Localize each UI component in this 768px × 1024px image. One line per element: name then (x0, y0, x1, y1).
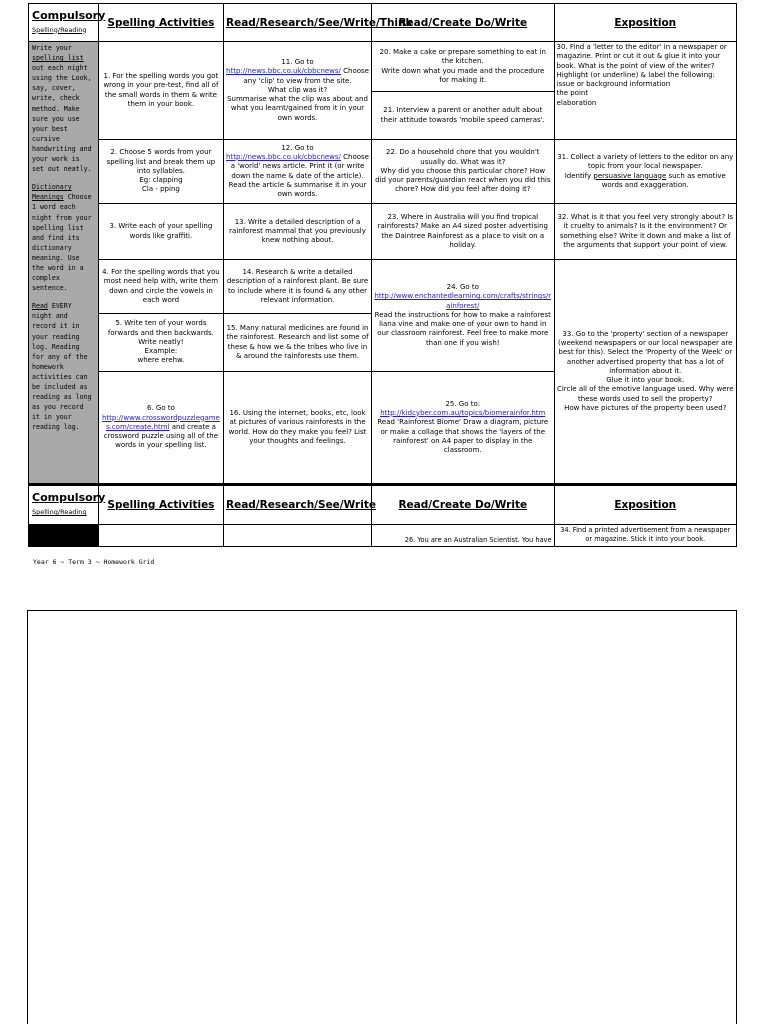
research-activity-16: 16. Using the internet, books, etc, look at pictures of various rainforests in the world. How do they make you feel? List your thoughts and feelings. (223, 372, 371, 485)
col-research-header-2: Read/Research/See/Write (223, 485, 371, 525)
col-research-header: Read/Research/See/Write/Think (223, 4, 371, 42)
col-compulsory-header-2: Compulsory Spelling/Reading (29, 485, 99, 525)
research-activity-15: 15. Many natural medicines are found in the rainforest. Research and list some of these & how we & the tribes who live in & around the rainforests use them. (223, 314, 371, 372)
create-activity-21: 21. Interview a parent or another adult about their attitude towards 'mobile speed cameras'. (380, 106, 545, 124)
research-activity-12: 12. Go to http://news.bbc.co.uk/cbbcnews/ Choose a 'world' news article. Print it (or write down the name & date of the article). Read the article & summarise it in your own words. (223, 140, 371, 204)
create-activity-20: 20. Make a cake or prepare something to eat in the kitchen. (379, 47, 546, 66)
compulsory-cell: Write your spelling list out each night using the Look, say, cover, write, check method. Make sure you use your best cursive handwriting and your work is set out neatly. Dictionary Meanings Choose 1 word each night from your spelling list and find its dictionary meaning. Use the word in a complex sentence. Read EVERY night and record it in your reading log. Reading for any of the homework activities can be included as reading as long as you record it in your reading log. (29, 42, 99, 485)
col-exposition-header: Exposition (554, 4, 736, 42)
homework-grid (28, 3, 737, 547)
spelling-activity-3: 3. Write each of your spelling words like graffiti. (98, 204, 223, 260)
exposition-activity-30: 30. Find a 'letter to the editor' in a newspaper or magazine. Print or cut it out & glue it into your book. What is the point of view of the writer? Highlight (or underline) & label the following: issue or background information the point elaboration (554, 42, 736, 140)
page-footer: Year 6 ~ Term 3 ~ Homework Grid (33, 558, 155, 566)
create-activity-24: 24. Go to http://www.enchantedlearning.com/crafts/strings/rainforest/ Read the instructions for how to make a rainforest liana vine and make one of your own to hand in our classroom rainforest. Feel free to make more than one if you wish! (372, 260, 554, 372)
create-activity-20-21: 20. Make a cake or prepare something to eat in the kitchen. Write down what you made and the procedure for making it. 21. Interview a parent or another adult about their attitude towards 'mobile speed cameras'. (372, 42, 554, 140)
col-exposition-header-2: Exposition (554, 485, 736, 525)
col-spelling-header: Spelling Activities (98, 4, 223, 42)
header-row-2 (29, 485, 737, 525)
col-compulsory-header: Compulsory Spelling/Reading (29, 4, 99, 42)
exposition-activity-34: 34. Find a printed advertisement from a newspaper or magazine. Stick it into your book. (554, 525, 736, 547)
create-activity-23: 23. Where in Australia will you find tropical rainforests? Make an A4 sized poster advertising the Daintree Rainforest as a place to visit on a holiday. (372, 204, 554, 260)
spelling-activity-1: 1. For the spelling words you got wrong in your pre-test, find all of the small words in them & write them in your book. (98, 42, 223, 140)
col-spelling-header-2: Spelling Activities (98, 485, 223, 525)
blank-page-area (27, 610, 737, 1024)
compulsory-cell-2 (29, 525, 99, 547)
spelling-activity-5: 5. Write ten of your words forwards and then backwards. Write neatly! Example: where erehw. (98, 314, 223, 372)
research-activity-13: 13. Write a detailed description of a rainforest mammal that you previously knew nothing about. (223, 204, 371, 260)
create-activity-22: 22. Do a household chore that you wouldn't usually do. What was it? Why did you choose this particular chore? How did your parents/guardian react when you did this chore? How did you feel after doing it? (372, 140, 554, 204)
col-create-header-2: Read/Create Do/Write (372, 485, 554, 525)
research-activity-11: 11. Go to http://news.bbc.co.uk/cbbcnews/ Choose any 'clip' to view from the site. What clip was it? Summarise what the clip was about and what you learnt/gained from it in your own words. (223, 42, 371, 140)
research-activity-14: 14. Research & write a detailed description of a rainforest plant. Be sure to include where it is found & any other relevant information. (223, 260, 371, 314)
exposition-activity-33: 33. Go to the 'property' section of a newspaper (weekend newspapers or our local newspaper are best for this). Select the 'Property of the Week' or another advertised property that has a lot of information about it. Glue it into your book. Circle all of the emotive language used. Why were these words used to sell the property? How have pictures of the property been used? (554, 260, 736, 485)
col-create-header: Read/Create Do/Write (372, 4, 554, 42)
spelling-activity-6: 6. Go to http://www.crosswordpuzzlegames.com/create.html and create a crossword puzzle using all of the words in your spelling list. (98, 372, 223, 485)
crossword-link[interactable]: http://www.crosswordpuzzlegames.com/create.html (101, 413, 220, 431)
create-activity-26: 26. You are an Australian Scientist. You have (372, 525, 554, 547)
exposition-activity-32: 32. What is it that you feel very strongly about? Is it cruelty to animals? Is it the environment? Or something else? Write it down and make a list of the arguments that support your point of view. (554, 204, 736, 260)
research-cell-2 (223, 525, 371, 547)
spelling-activity-4: 4. For the spelling words that you most need help with, write them down and circle the vowels in each word (98, 260, 223, 314)
header-row (29, 4, 737, 42)
spelling-activity-2: 2. Choose 5 words from your spelling list and break them up into syllables. Eg: clapping Cla - pping (98, 140, 223, 204)
kidcyber-link[interactable]: http://kidcyber.com.au/topics/biomerainfor.htm (380, 408, 546, 417)
spelling-cell-2 (98, 525, 223, 547)
create-activity-25: 25. Go to: http://kidcyber.com.au/topics/biomerainfor.htm Read 'Rainforest Biome' Draw a diagram, picture or make a collage that shows the 'layers of the rainforest' on A4 paper to display in the classroom. (372, 372, 554, 485)
enchanted-learning-link[interactable]: http://www.enchantedlearning.com/crafts/strings/rainforest/ (374, 292, 552, 310)
bbc-news-link[interactable]: http://news.bbc.co.uk/cbbcnews/ (226, 67, 341, 76)
exposition-activity-31: 31. Collect a variety of letters to the editor on any topic from your local newspaper. Identify persuasive language such as emotive words and exaggeration. (554, 140, 736, 204)
bbc-news-link-2[interactable]: http://news.bbc.co.uk/cbbcnews/ (226, 152, 341, 161)
